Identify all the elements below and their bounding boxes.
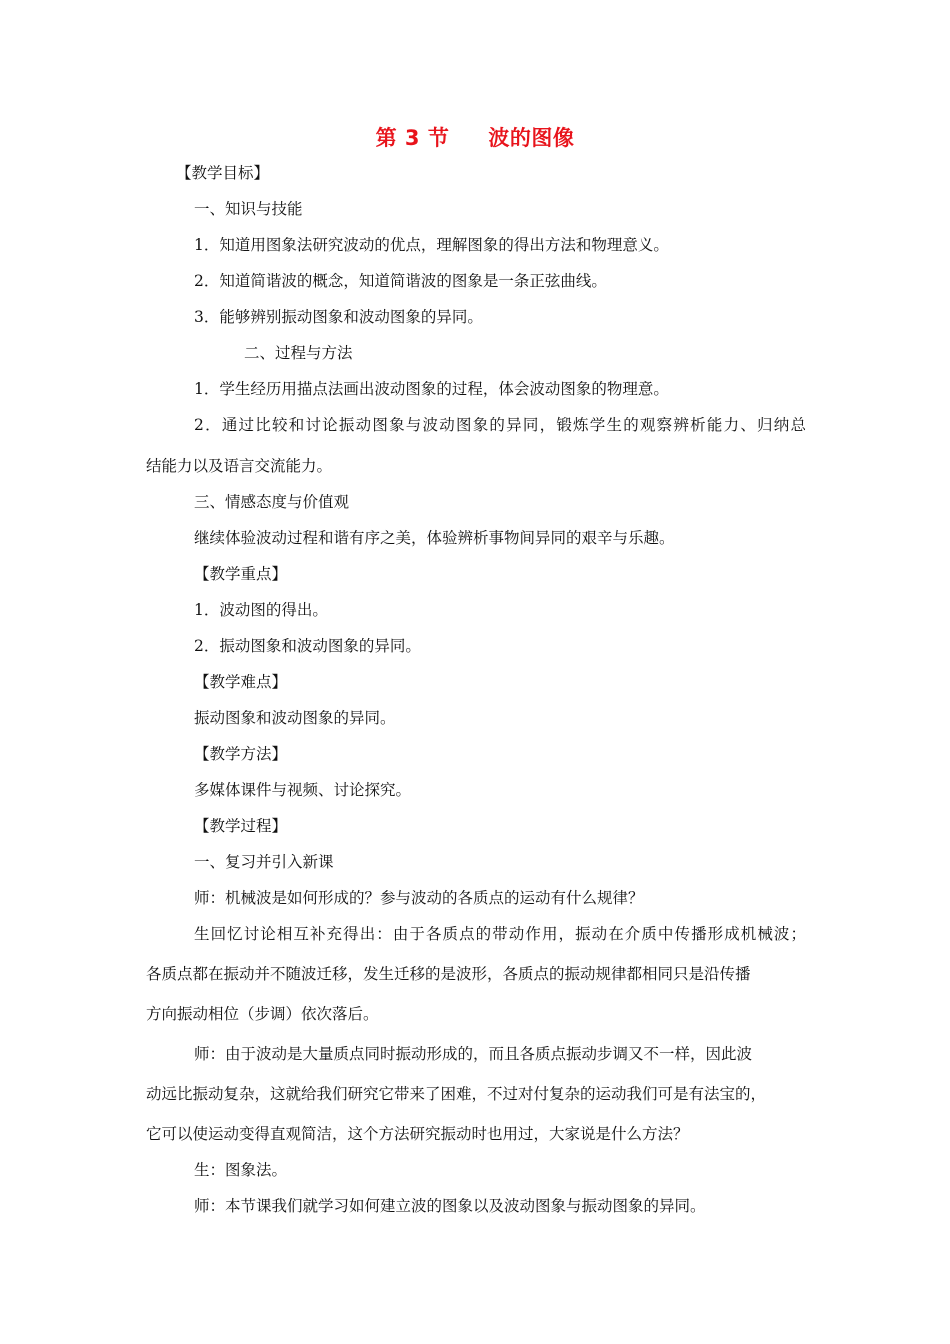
list-item: 2．振动图象和波动图象的异同。	[194, 637, 421, 655]
list-item: 2．通过比较和讨论振动图象与波动图象的异同，锻炼学生的观察辨析能力、归纳总	[194, 416, 806, 434]
subheading-attitude-values: 三、情感态度与价值观	[194, 493, 350, 511]
paragraph: 振动图象和波动图象的异同。	[194, 709, 396, 727]
subheading-process-method: 二、过程与方法	[244, 344, 353, 362]
paragraph-continuation: 动远比振动复杂，这就给我们研究它带来了困难，不过对付复杂的运动我们可是有法宝的，	[146, 1085, 767, 1103]
paragraph: 继续体验波动过程和谐有序之美，体验辨析事物间异同的艰辛与乐趣。	[194, 529, 675, 547]
section-heading-objectives: 【教学目标】	[176, 164, 270, 182]
section-heading-methods: 【教学方法】	[194, 745, 288, 763]
list-item: 1．知道用图象法研究波动的优点，理解图象的得出方法和物理意义。	[194, 236, 669, 254]
list-item: 1．波动图的得出。	[194, 601, 328, 619]
subheading-review: 一、复习并引入新课	[194, 853, 334, 871]
section-heading-difficulties: 【教学难点】	[194, 673, 288, 691]
paragraph: 生：图象法。	[194, 1161, 288, 1179]
paragraph-continuation: 它可以使运动变得直观简洁，这个方法研究振动时也用过，大家说是什么方法？	[146, 1125, 689, 1143]
list-item: 2．知道简谐波的概念，知道简谐波的图象是一条正弦曲线。	[194, 272, 607, 290]
list-item: 1．学生经历用描点法画出波动图象的过程，体会波动图象的物理意。	[194, 380, 669, 398]
paragraph: 多媒体课件与视频、讨论探究。	[194, 781, 412, 799]
paragraph-continuation: 方向振动相位（步调）依次落后。	[146, 1005, 379, 1023]
paragraph-continuation: 各质点都在振动并不随波迁移，发生迁移的是波形，各质点的振动规律都相同只是沿传播	[146, 965, 751, 983]
subheading-knowledge-skills: 一、知识与技能	[194, 200, 303, 218]
list-item: 3．能够辨别振动图象和波动图象的异同。	[194, 308, 483, 326]
paragraph: 师：由于波动是大量质点同时振动形成的，而且各质点振动步调又不一样，因此波	[194, 1045, 753, 1063]
section-heading-process: 【教学过程】	[194, 817, 288, 835]
paragraph: 师：本节课我们就学习如何建立波的图象以及波动图象与振动图象的异同。	[194, 1197, 706, 1215]
paragraph: 师：机械波是如何形成的？参与波动的各质点的运动有什么规律？	[194, 889, 644, 907]
page-title: 第 3 节 波的图像	[375, 126, 575, 150]
paragraph-continuation: 结能力以及语言交流能力。	[146, 457, 333, 475]
paragraph: 生回忆讨论相互补充得出：由于各质点的带动作用，振动在介质中传播形成机械波；	[194, 925, 806, 943]
section-heading-key-points: 【教学重点】	[194, 565, 288, 583]
